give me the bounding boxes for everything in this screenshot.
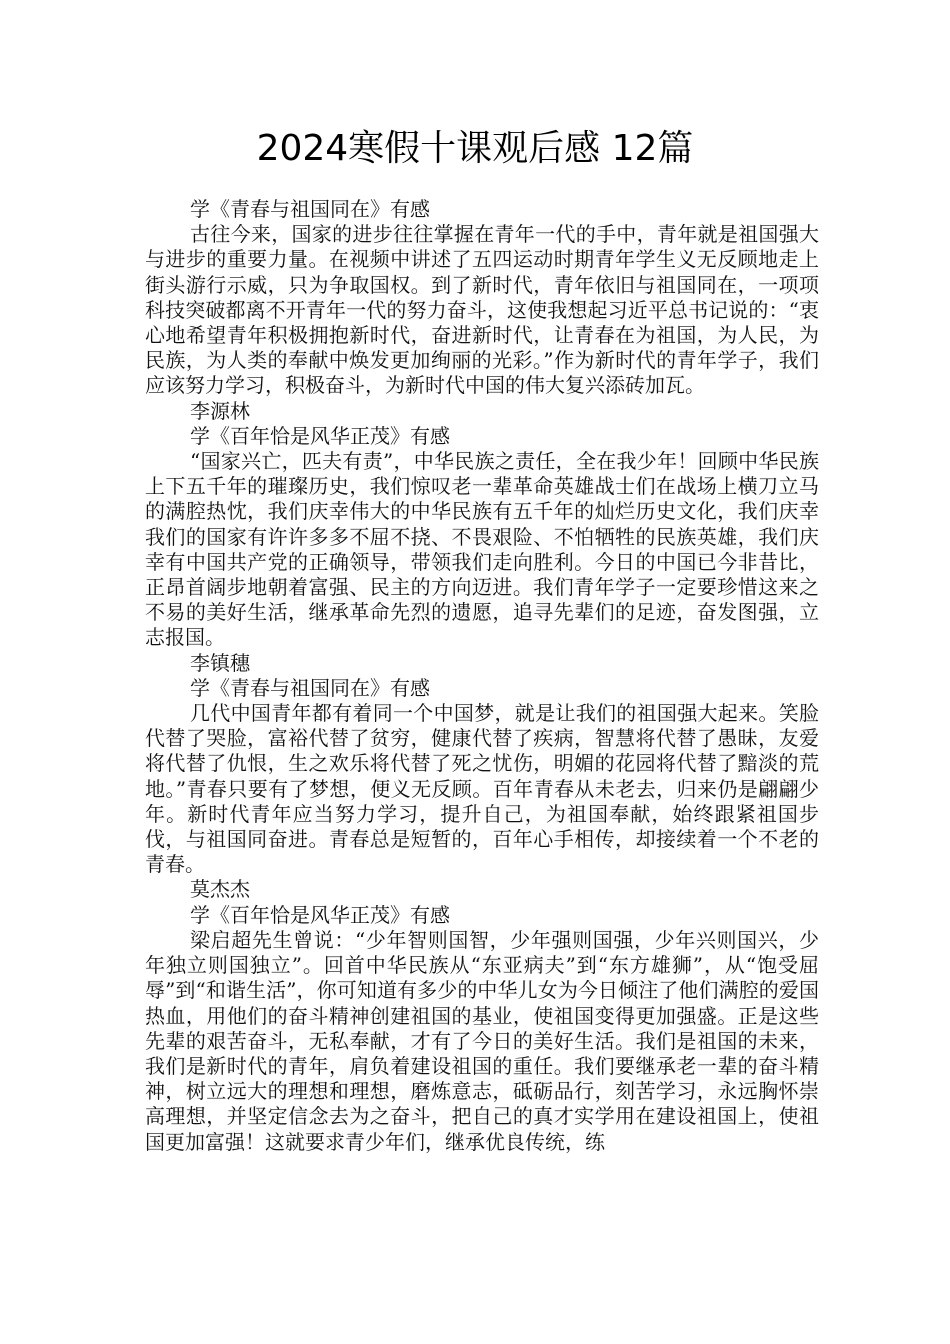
essay-paragraph-1: 古往今来，国家的进步往往掌握在青年一代的手中，青年就是祖国强大与进步的重要力量。在视频中讲述了五四运动时期青年学生义无反顾地走上街头游行示威，只为争取国权。到了新时代，青年依旧与祖国同在，一项项科技突破都离不开青年一代的努力奋斗，这使我想起习近平总书记说的：“衷心地希望青年积极拥抱新时代，奋进新时代，让青春在为祖国，为人民，为民族，为人类的奉献中焕发更加绚丽的光彩。”作为新时代的青年学子，我们应该努力学习，积极奋斗，为新时代中国的伟大复兴添砖加瓦。 [145,222,819,398]
essay-heading-2: 学《百年恰是风华正茂》有感 [190,423,450,448]
author-name-3: 莫杰杰 [190,877,250,902]
document-body [145,197,819,1155]
document-title: 2024寒假十课观后感 12篇 [256,128,694,169]
essay-heading-1: 学《青春与祖国同在》有感 [190,197,430,221]
author-name-1: 李源林 [190,398,250,423]
essay-paragraph-4: 梁启超先生曾说：“少年智则国智，少年强则国强，少年兴则国兴，少年独立则国独立”。回首中华民族从“东亚病夫”到“东方雄狮”，从“饱受屈辱”到“和谐生活”，你可知道有多少的中华儿女为今日倾注了他们满腔的爱国热血，用他们的奋斗精神创建祖国的基业，使祖国变得更加强盛。正是这些先辈的艰苦奋斗，无私奉献，才有了今日的美好生活。我们是祖国的未来，我们是新时代的青年，肩负着建设祖国的重任。我们要继承老一辈的奋斗精神，树立远大的理想和理想，磨炼意志，砥砺品行，刻苦学习，永远胸怀崇高理想，并坚定信念去为之奋斗，把自己的真才实学用在建设祖国上，使祖国更加富强！这就要求青少年们，继承优良传统，练 [145,927,819,1154]
essay-heading-3: 学《青春与祖国同在》有感 [190,675,430,700]
author-name-2: 李镇穗 [190,650,250,675]
essay-heading-4: 学《百年恰是风华正茂》有感 [190,902,450,927]
essay-paragraph-2: “国家兴亡，匹夫有责”，中华民族之责任，全在我少年！回顾中华民族上下五千年的璀璨历史，我们惊叹老一辈革命英雄战士们在战场上横刀立马的满腔热忱，我们庆幸伟大的中华民族有五千年的灿烂历史文化，我们庆幸我们的国家有许许多多不屈不挠、不畏艰险、不怕牺牲的民族英雄，我们庆幸有中国共产党的正确领导，带领我们走向胜利。今日的中国已今非昔比，正昂首阔步地朝着富强、民主的方向迈进。我们青年学子一定要珍惜这来之不易的美好生活，继承革命先烈的遗愿，追寻先辈们的足迹，奋发图强，立志报国。 [145,449,819,650]
essay-paragraph-3: 几代中国青年都有着同一个中国梦，就是让我们的祖国强大起来。笑脸代替了哭脸，富裕代替了贫穷，健康代替了疾病，智慧将代替了愚昧，友爱将代替了仇恨，生之欢乐将代替了死之忧伤，明媚的花园将代替了黯淡的荒地。”青春只要有了梦想，便义无反顾。百年青春从未老去，归来仍是翩翩少年。新时代青年应当努力学习，提升自己，为祖国奉献，始终跟紧祖国步伐，与祖国同奋进。青春总是短暂的，百年心手相传，却接续着一个不老的青春。 [145,701,819,877]
